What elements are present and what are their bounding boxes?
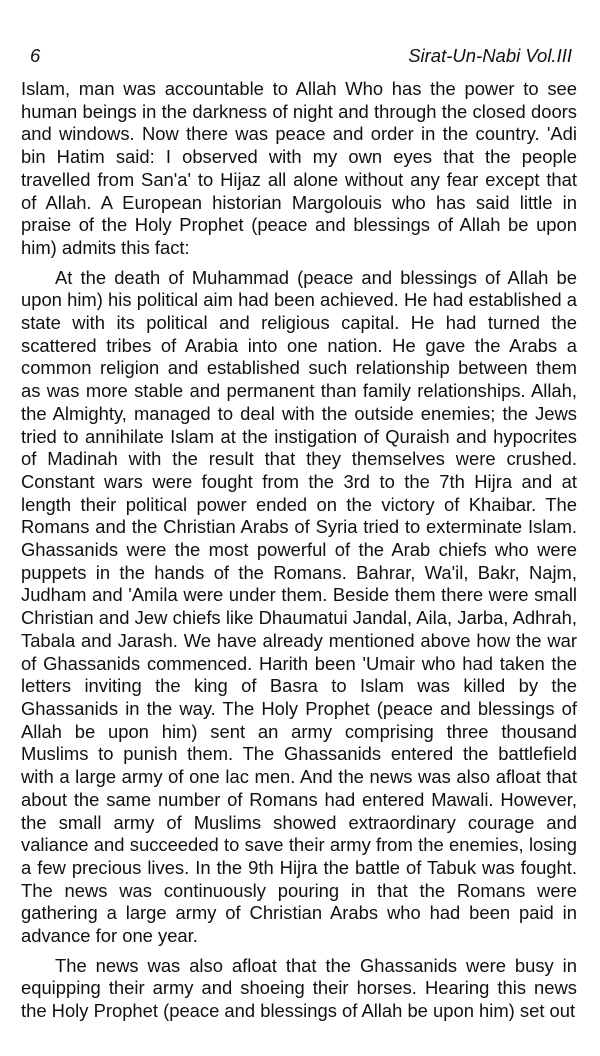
paragraph: The news was also afloat that the Ghassanids were busy in equipping their army and shoeing their horses. Hearing this news the Holy Prophet (peace and blessings of Allah be upon him) set out [21,954,577,1022]
paragraph: At the death of Muhammad (peace and blessings of Allah be upon him) his political aim had been achieved. He had established a state with its political and religious capital. He had turned the scattered tribes of Arabia into one nation. He gave the Arabs a common religion and established such relationship between them as was more stable and permanent than family relationships. Allah, the Almighty, managed to deal with the outside enemies; the Jews tried to annihilate Islam at the instigation of Quraish and hypocrites of Madinah with the result that they themselves were crushed. Constant wars were fought from the 3rd to the 7th Hijra and at length their political power ended on the victory of Khaibar. The Romans and the Christian Arabs of Syria tried to exterminate Islam. Ghassanids were the most powerful of the Arab chiefs who were puppets in the hands of the Romans. Bahrar, Wa'il, Bakr, Najm, Judham and 'Amila were under them. Beside them there were small Christian and Jew chiefs like Dhaumatui Jandal, Aila, Jarba, Adhrah, Tabala and Jarash. We have already mentioned above how the war of Ghassanids commenced. Harith been 'Umair who had taken the letters inviting the king of Basra to Islam was killed by the Ghassanids in the way. The Holy Prophet (peace and blessings of Allah be upon him) sent an army comprising three thousand Muslims to punish them. The Ghassanids entered the battlefield with a large army of one lac men. And the news was also afloat that about the same number of Romans had entered Mawali. However, the small army of Muslims showed extraordinary courage and valiance and succeeded to save their army from the enemies, losing a few precious lives. In the 9th Hijra the battle of Tabuk was fought. The news was continuously pouring in that the Romans were gathering a large army of Christian Arabs who had been paid in advance for one year. [21,266,577,947]
paragraph: Islam, man was accountable to Allah Who has the power to see human beings in the darkness of night and through the closed doors and windows. Now there was peace and order in the country. 'Adi bin Hatim said: I observed with my own eyes that the people travelled from San'a' to Hijaz all alone without any fear except that of Allah. A European historian Margolouis who has said little in praise of the Holy Prophet (peace and blessings of Allah be upon him) admits this fact: [21,78,577,258]
running-title: Sirat-Un-Nabi Vol.III [408,45,572,66]
page-number: 6 [30,45,41,66]
body-text [21,78,577,1023]
page-header [30,44,572,68]
